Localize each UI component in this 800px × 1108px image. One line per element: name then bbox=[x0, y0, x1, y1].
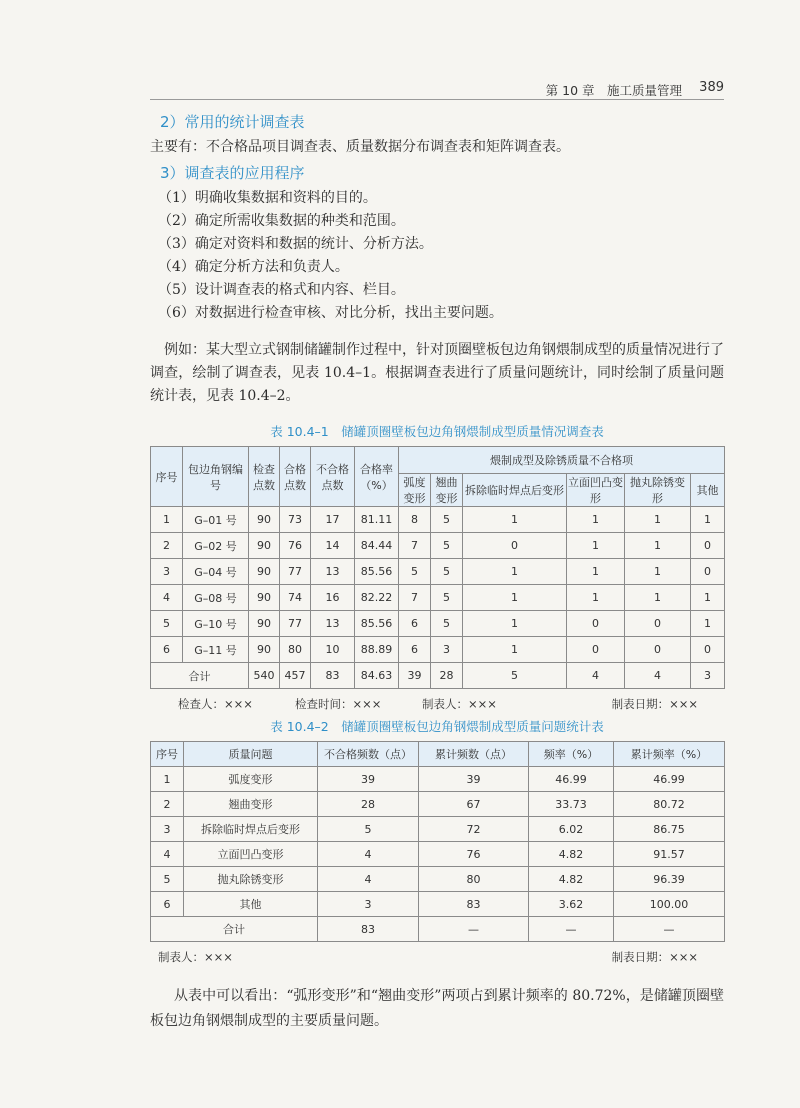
table-cell: 1 bbox=[691, 507, 725, 533]
table-cell: 7 bbox=[399, 585, 431, 611]
table-cell: 3 bbox=[431, 637, 463, 663]
table-row bbox=[151, 892, 725, 917]
table-cell: 74 bbox=[280, 585, 311, 611]
table-cell: 91.57 bbox=[614, 842, 725, 867]
table-cell: 4 bbox=[151, 842, 184, 867]
table-cell: 0 bbox=[691, 533, 725, 559]
table-cell: G–10 号 bbox=[183, 611, 249, 637]
col-header-warp: 翘曲变形 bbox=[431, 474, 463, 507]
statistics-table bbox=[150, 741, 725, 942]
table-total-row bbox=[151, 917, 725, 942]
table-cell: 5 bbox=[399, 559, 431, 585]
table-cell: 100.00 bbox=[614, 892, 725, 917]
table-cell: 3 bbox=[318, 892, 419, 917]
table-row bbox=[151, 817, 725, 842]
table-cell: 1 bbox=[463, 585, 567, 611]
table-cell: 1 bbox=[567, 585, 625, 611]
table-cell: 83 bbox=[318, 917, 419, 942]
table-cell: 83 bbox=[419, 892, 529, 917]
col-header-seq: 序号 bbox=[151, 447, 183, 507]
table-cell: 6 bbox=[151, 892, 184, 917]
table-cell: 77 bbox=[280, 611, 311, 637]
col-header-qualified: 合格点数 bbox=[280, 447, 311, 507]
list-item: （6）对数据进行检查审核、对比分析，找出主要问题。 bbox=[158, 305, 503, 321]
table-row bbox=[151, 842, 725, 867]
col-header-unqualified: 不合格点数 bbox=[311, 447, 355, 507]
table-cell: 4 bbox=[567, 663, 625, 689]
table-cell: 80 bbox=[280, 637, 311, 663]
table-cell: 1 bbox=[691, 585, 725, 611]
table-cell: 90 bbox=[249, 585, 280, 611]
table-cell: 39 bbox=[419, 767, 529, 792]
table-cell: 5 bbox=[431, 611, 463, 637]
table-cell: 76 bbox=[419, 842, 529, 867]
table-cell: 1 bbox=[625, 507, 691, 533]
table-cell: 4.82 bbox=[529, 867, 614, 892]
table-cell: 1 bbox=[463, 507, 567, 533]
table-cell: 5 bbox=[151, 867, 184, 892]
section-text: 主要有：不合格品项目调查表、质量数据分布调查表和矩阵调查表。 bbox=[150, 139, 570, 155]
table-cell: 46.99 bbox=[614, 767, 725, 792]
table-cell: 4 bbox=[625, 663, 691, 689]
table-cell: 1 bbox=[691, 611, 725, 637]
col-header: 累计频率（%） bbox=[614, 742, 725, 767]
table-cell: 5 bbox=[431, 507, 463, 533]
table-cell: 1 bbox=[567, 533, 625, 559]
table-cell: 4 bbox=[151, 585, 183, 611]
col-header: 质量问题 bbox=[184, 742, 318, 767]
table-cell: 0 bbox=[567, 611, 625, 637]
procedure-list bbox=[150, 187, 724, 325]
table-cell: 1 bbox=[625, 559, 691, 585]
table-cell: 16 bbox=[311, 585, 355, 611]
col-header-inspected: 检查点数 bbox=[249, 447, 280, 507]
table-cell: 73 bbox=[280, 507, 311, 533]
table-cell: 10 bbox=[311, 637, 355, 663]
table-cell: 1 bbox=[151, 767, 184, 792]
col-header: 累计频数（点） bbox=[419, 742, 529, 767]
table-cell: 2 bbox=[151, 792, 184, 817]
maker-label: 制表人：××× bbox=[422, 697, 497, 711]
table-cell: 4.82 bbox=[529, 842, 614, 867]
table-cell: 8 bbox=[399, 507, 431, 533]
table-cell: 6 bbox=[399, 637, 431, 663]
header-rule bbox=[150, 99, 724, 100]
table-cell: — bbox=[529, 917, 614, 942]
page-header bbox=[150, 78, 724, 100]
table-cell: G–08 号 bbox=[183, 585, 249, 611]
table-cell: 84.63 bbox=[355, 663, 399, 689]
table-cell: 5 bbox=[151, 611, 183, 637]
inspector-label: 检查人：××× bbox=[178, 697, 253, 711]
table-cell: 0 bbox=[625, 611, 691, 637]
table-cell: 0 bbox=[691, 637, 725, 663]
table-cell: 翘曲变形 bbox=[184, 792, 318, 817]
table-cell: 540 bbox=[249, 663, 280, 689]
table-cell: G–11 号 bbox=[183, 637, 249, 663]
table-cell: 4 bbox=[318, 867, 419, 892]
table-cell: 3 bbox=[151, 559, 183, 585]
table2-footer bbox=[150, 946, 724, 968]
table-cell: 5 bbox=[431, 533, 463, 559]
table-cell: 90 bbox=[249, 559, 280, 585]
table-cell: 7 bbox=[399, 533, 431, 559]
table-cell: 80.72 bbox=[614, 792, 725, 817]
table-cell: 81.11 bbox=[355, 507, 399, 533]
table-cell: 合计 bbox=[151, 663, 249, 689]
table-cell: 拆除临时焊点后变形 bbox=[184, 817, 318, 842]
table-cell: 90 bbox=[249, 507, 280, 533]
table-cell: G–01 号 bbox=[183, 507, 249, 533]
table-cell: G–02 号 bbox=[183, 533, 249, 559]
list-item: （2）确定所需收集数据的种类和范围。 bbox=[158, 213, 405, 229]
table-row bbox=[151, 611, 725, 637]
table-cell: 76 bbox=[280, 533, 311, 559]
list-item: （3）确定对资料和数据的统计、分析方法。 bbox=[158, 236, 433, 252]
table-cell: 85.56 bbox=[355, 611, 399, 637]
table-cell: 88.89 bbox=[355, 637, 399, 663]
section-heading-common-tables: 2）常用的统计调查表 bbox=[160, 113, 305, 131]
table-cell: 合计 bbox=[151, 917, 318, 942]
chapter-title: 第 10 章 施工质量管理 bbox=[545, 83, 682, 98]
table-cell: 82.22 bbox=[355, 585, 399, 611]
maker-label: 制表人：××× bbox=[158, 950, 233, 964]
col-header-shot: 抛丸除锈变形 bbox=[625, 474, 691, 507]
table-cell: 1 bbox=[463, 637, 567, 663]
table-cell: 86.75 bbox=[614, 817, 725, 842]
table-cell: 抛丸除锈变形 bbox=[184, 867, 318, 892]
col-header: 序号 bbox=[151, 742, 184, 767]
list-item: （1）明确收集数据和资料的目的。 bbox=[158, 190, 377, 206]
col-header: 不合格频数（点） bbox=[318, 742, 419, 767]
survey-table bbox=[150, 446, 725, 689]
table-cell: 77 bbox=[280, 559, 311, 585]
table-cell: 弧度变形 bbox=[184, 767, 318, 792]
table-cell: G–04 号 bbox=[183, 559, 249, 585]
table-cell: 6 bbox=[151, 637, 183, 663]
table-cell: 1 bbox=[625, 533, 691, 559]
table-row bbox=[151, 767, 725, 792]
table-cell: 0 bbox=[625, 637, 691, 663]
table-cell: 72 bbox=[419, 817, 529, 842]
table-cell: 13 bbox=[311, 611, 355, 637]
table-cell: 5 bbox=[431, 559, 463, 585]
table-cell: 80 bbox=[419, 867, 529, 892]
col-header-code: 包边角钢编号 bbox=[183, 447, 249, 507]
table-row bbox=[151, 867, 725, 892]
table-cell: 3 bbox=[151, 817, 184, 842]
table-cell: 6.02 bbox=[529, 817, 614, 842]
list-item: （4）确定分析方法和负责人。 bbox=[158, 259, 349, 275]
table-cell: — bbox=[614, 917, 725, 942]
table-cell: 2 bbox=[151, 533, 183, 559]
table-cell: 其他 bbox=[184, 892, 318, 917]
table1-footer bbox=[150, 693, 724, 715]
date-label: 制表日期：××× bbox=[611, 950, 698, 964]
table-cell: 0 bbox=[691, 559, 725, 585]
table-cell: 90 bbox=[249, 637, 280, 663]
table-cell: 5 bbox=[463, 663, 567, 689]
table2-caption: 表 10.4–2 储罐顶圈壁板包边角钢煨制成型质量问题统计表 bbox=[270, 719, 604, 734]
table-cell: 90 bbox=[249, 533, 280, 559]
table-cell: 46.99 bbox=[529, 767, 614, 792]
conclusion-paragraph: 从表中可以看出：“弧形变形”和“翘曲变形”两项占到累计频率的 80.72%，是储罐顶圈壁板包边角钢煨制成型的主要质量问题。 bbox=[150, 988, 724, 1029]
table-cell: 1 bbox=[151, 507, 183, 533]
col-header-rate: 合格率（%） bbox=[355, 447, 399, 507]
table-cell: 1 bbox=[463, 611, 567, 637]
table-cell: 84.44 bbox=[355, 533, 399, 559]
table-cell: 457 bbox=[280, 663, 311, 689]
table-row bbox=[151, 792, 725, 817]
table-cell: 14 bbox=[311, 533, 355, 559]
table-cell: 39 bbox=[318, 767, 419, 792]
example-paragraph: 例如：某大型立式钢制储罐制作过程中，针对顶圈壁板包边角钢煨制成型的质量情况进行了调查，绘制了调查表，见表 10.4–1。根据调查表进行了质量问题统计，同时绘制了质量问题统计表，见表 10.4–2。 bbox=[150, 342, 724, 404]
table-cell: 1 bbox=[625, 585, 691, 611]
date-label: 制表日期：××× bbox=[611, 697, 698, 711]
section-heading-procedure: 3）调查表的应用程序 bbox=[160, 164, 305, 182]
col-header-arc: 弧度变形 bbox=[399, 474, 431, 507]
table-cell: 83 bbox=[311, 663, 355, 689]
inspect-time-label: 检查时间：××× bbox=[295, 697, 382, 711]
table-cell: 0 bbox=[567, 637, 625, 663]
table-cell: 0 bbox=[463, 533, 567, 559]
table-row bbox=[151, 559, 725, 585]
table-cell: 85.56 bbox=[355, 559, 399, 585]
table-row bbox=[151, 507, 725, 533]
table-cell: 1 bbox=[463, 559, 567, 585]
table-cell: 3.62 bbox=[529, 892, 614, 917]
table-cell: 3 bbox=[691, 663, 725, 689]
table1-caption: 表 10.4–1 储罐顶圈壁板包边角钢煨制成型质量情况调查表 bbox=[270, 424, 604, 439]
col-header-other: 其他 bbox=[691, 474, 725, 507]
table-cell: 90 bbox=[249, 611, 280, 637]
table-cell: 28 bbox=[318, 792, 419, 817]
table-cell: 5 bbox=[318, 817, 419, 842]
table-total-row bbox=[151, 663, 725, 689]
table-cell: 96.39 bbox=[614, 867, 725, 892]
table-row bbox=[151, 533, 725, 559]
page-content bbox=[150, 108, 724, 1048]
col-header-bump: 立面凹凸变形 bbox=[567, 474, 625, 507]
table-cell: 5 bbox=[431, 585, 463, 611]
table-cell: — bbox=[419, 917, 529, 942]
table-cell: 立面凹凸变形 bbox=[184, 842, 318, 867]
table-cell: 1 bbox=[567, 559, 625, 585]
page-number: 389 bbox=[699, 80, 724, 95]
table-cell: 39 bbox=[399, 663, 431, 689]
table-cell: 13 bbox=[311, 559, 355, 585]
col-header: 频率（%） bbox=[529, 742, 614, 767]
table-cell: 17 bbox=[311, 507, 355, 533]
table-cell: 6 bbox=[399, 611, 431, 637]
col-header-weld: 拆除临时焊点后变形 bbox=[463, 474, 567, 507]
table-row bbox=[151, 637, 725, 663]
table-row bbox=[151, 585, 725, 611]
table-cell: 33.73 bbox=[529, 792, 614, 817]
col-header-defect-group: 煨制成型及除锈质量不合格项 bbox=[399, 447, 725, 474]
table-cell: 4 bbox=[318, 842, 419, 867]
table-cell: 28 bbox=[431, 663, 463, 689]
table-cell: 1 bbox=[567, 507, 625, 533]
table-cell: 67 bbox=[419, 792, 529, 817]
list-item: （5）设计调查表的格式和内容、栏目。 bbox=[158, 282, 405, 298]
